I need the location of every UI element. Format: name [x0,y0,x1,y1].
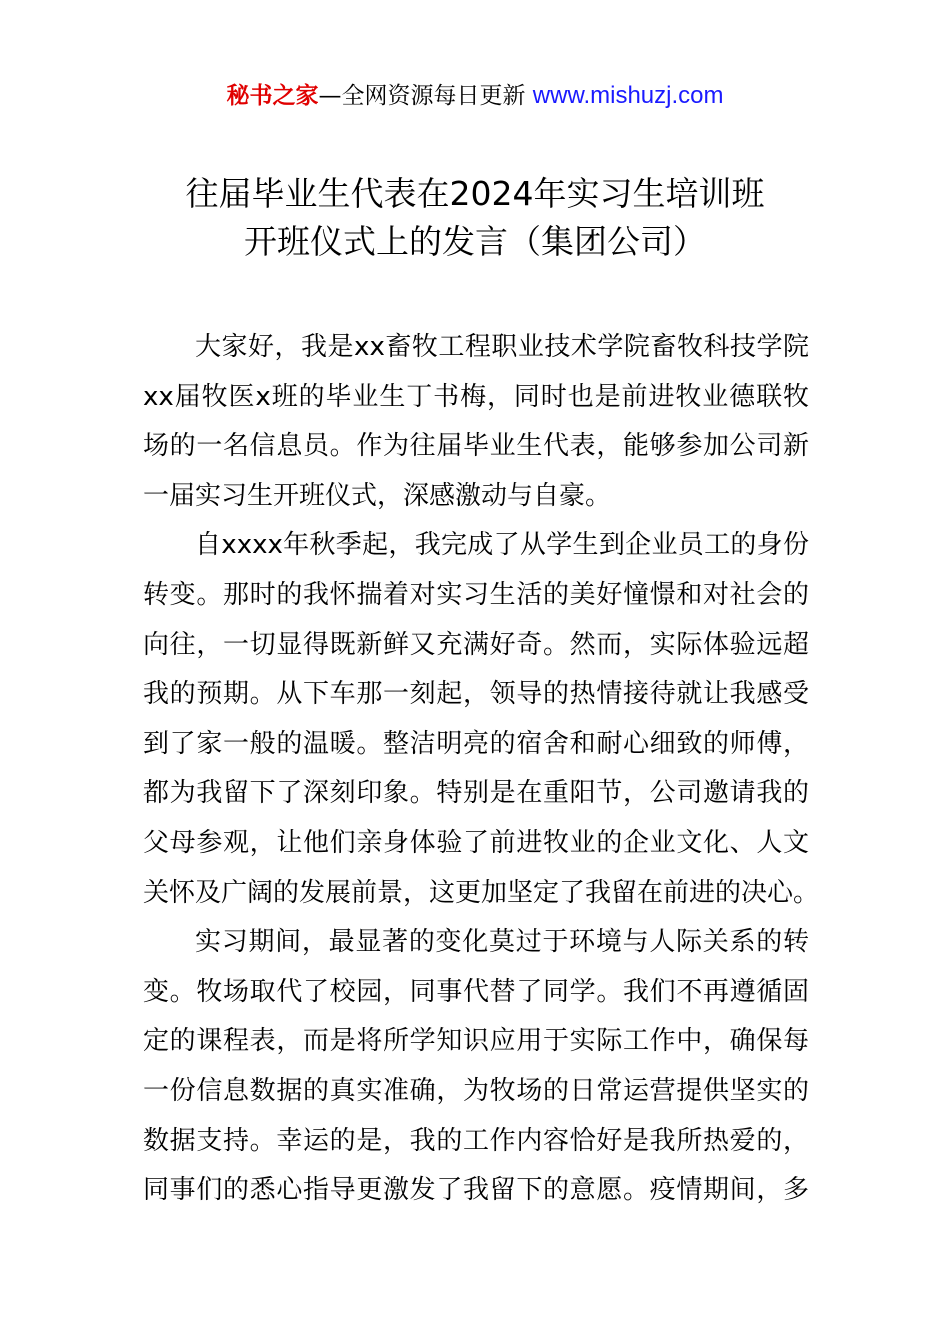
body-line: 同事们的悉心指导更激发了我留下的意愿。疫情期间，多 [143,1175,809,1206]
brand-name: 秘书之家 [226,83,319,109]
body-line: 定的课程表，而是将所学知识应用于实际工作中，确保每 [143,1026,809,1057]
title-line-2: 开班仪式上的发言（集团公司） [244,222,706,261]
body-line: 一份信息数据的真实准确，为牧场的日常运营提供坚实的 [143,1075,809,1106]
body-line: 关怀及广阔的发展前景，这更加坚定了我留在前进的决心。 [143,877,820,908]
body-line: 向往，一切显得既新鲜又充满好奇。然而，实际体验远超 [143,629,809,660]
body-line: 一届实习生开班仪式，深感激动与自豪。 [143,480,612,511]
body-line: 都为我留下了深刻印象。特别是在重阳节，公司邀请我的 [143,778,809,809]
body-line: 变。牧场取代了校园，同事代替了同学。我们不再遵循固 [143,976,809,1007]
document-body [143,323,820,1216]
header-tagline: —全网资源每日更新 [318,83,533,109]
body-line: 大家好，我是xx畜牧工程职业技术学院畜牧科技学院 [195,332,809,362]
body-line: 实习期间，最显著的变化莫过于环境与人际关系的转 [195,927,809,958]
paragraph-1 [143,323,809,521]
body-line: 父母参观，让他们亲身体验了前进牧业的企业文化、人文 [143,827,809,858]
body-line: 转变。那时的我怀揣着对实习生活的美好憧憬和对社会的 [143,579,809,610]
body-line: 到了家一般的温暖。整洁明亮的宿舍和耐心细致的师傅， [143,728,809,759]
paragraph-3 [143,918,809,1216]
title-line-1: 往届毕业生代表在2024年实习生培训班 [185,174,765,213]
body-line: 场的一名信息员。作为往届毕业生代表，能够参加公司新 [143,431,809,462]
site-url-link[interactable]: www.mishuzj.com [532,82,724,109]
paragraph-2 [143,521,820,918]
site-header [0,80,950,112]
body-line: 自xxxx年秋季起，我完成了从学生到企业员工的身份 [195,530,809,561]
document-title [120,170,830,266]
body-line: xx届牧医x班的毕业生丁书梅，同时也是前进牧业德联牧 [143,381,809,412]
body-line: 数据支持。幸运的是，我的工作内容恰好是我所热爱的， [143,1125,809,1156]
body-line: 我的预期。从下车那一刻起，领导的热情接待就让我感受 [143,679,809,710]
